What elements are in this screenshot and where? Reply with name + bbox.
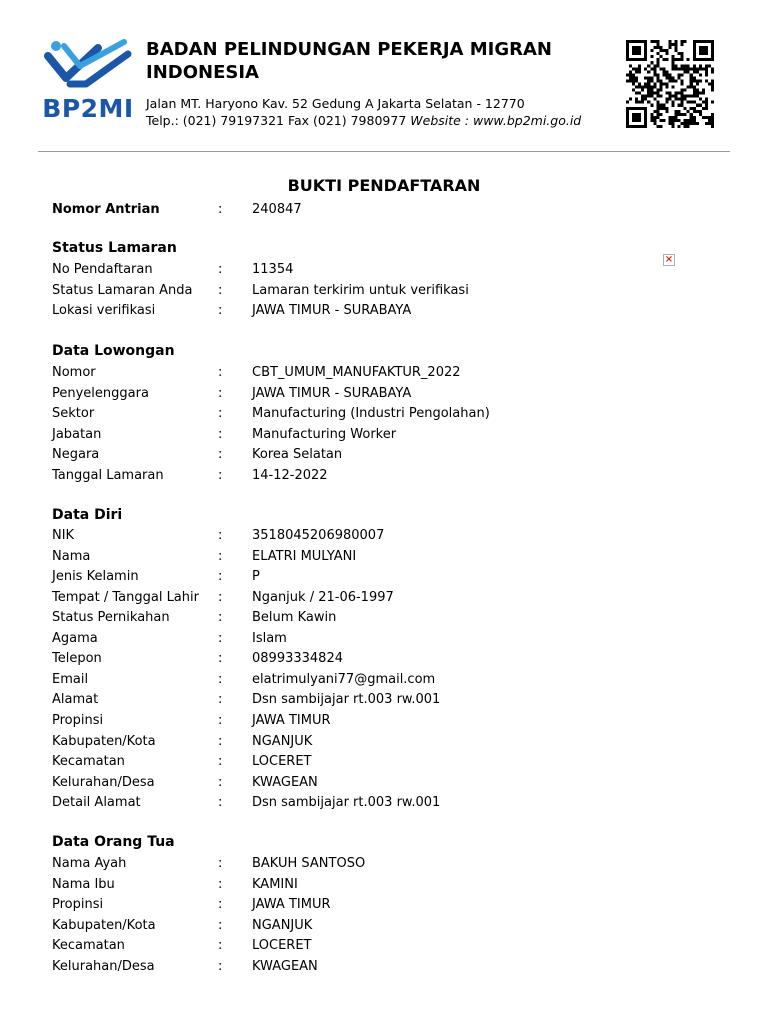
field-row: [52, 856, 652, 876]
org-name-line-1: BADAN PELINDUNGAN PEKERJA MIGRAN: [146, 39, 552, 60]
field-label: Nomor Antrian: [52, 202, 160, 217]
field-separator: :: [218, 651, 223, 666]
field-value: JAWA TIMUR - SURABAYA: [252, 303, 412, 318]
field-separator: :: [218, 918, 223, 933]
field-separator: :: [218, 959, 223, 974]
field-value: Lamaran terkirim untuk verifikasi: [252, 283, 469, 298]
field-label: Jenis Kelamin: [52, 569, 139, 584]
field-separator: :: [218, 754, 223, 769]
field-row: [52, 795, 652, 815]
field-label: Propinsi: [52, 897, 104, 912]
field-value: 14-12-2022: [252, 468, 328, 483]
field-value: 3518045206980007: [252, 528, 385, 543]
field-row: [52, 775, 652, 795]
field-row: [52, 610, 652, 630]
field-separator: :: [218, 856, 223, 871]
field-row: [52, 938, 652, 958]
logo-text: BP2MI: [42, 94, 134, 123]
field-label: Agama: [52, 631, 98, 646]
header-divider: [38, 151, 730, 152]
field-label: Sektor: [52, 406, 95, 421]
field-label: Nama: [52, 549, 91, 564]
field-value: Manufacturing (Industri Pengolahan): [252, 406, 490, 421]
field-label: Kabupaten/Kota: [52, 734, 156, 749]
field-separator: :: [218, 938, 223, 953]
field-row: [52, 528, 652, 548]
section-data-diri-title: Data Diri: [52, 507, 123, 523]
field-separator: :: [218, 202, 223, 217]
field-row: [52, 877, 652, 897]
field-value: JAWA TIMUR: [252, 897, 331, 912]
field-value: P: [252, 569, 260, 584]
field-separator: :: [218, 427, 223, 442]
section-data-lowongan-title: Data Lowongan: [52, 343, 175, 359]
field-label: Telepon: [52, 651, 102, 666]
field-label: Kecamatan: [52, 938, 125, 953]
field-row: [52, 959, 652, 979]
field-value: elatrimulyani77@gmail.com: [252, 672, 436, 687]
field-separator: :: [218, 713, 223, 728]
field-value: Dsn sambijajar rt.003 rw.001: [252, 795, 441, 810]
field-value: ELATRI MULYANI: [252, 549, 357, 564]
phone-fax: Telp.: (021) 79197321 Fax (021) 7980977: [146, 113, 407, 128]
field-row: [52, 549, 652, 569]
field-label: Detail Alamat: [52, 795, 141, 810]
field-value: 11354: [252, 262, 294, 277]
field-value: JAWA TIMUR: [252, 713, 331, 728]
field-separator: :: [218, 672, 223, 687]
field-row: [52, 734, 652, 754]
bp2mi-logo: [40, 38, 136, 128]
field-separator: :: [218, 262, 223, 277]
field-separator: :: [218, 795, 223, 810]
field-label: Kelurahan/Desa: [52, 775, 155, 790]
field-row: [52, 672, 652, 692]
field-row: [52, 262, 652, 282]
organization-name: [146, 38, 596, 84]
field-value: Korea Selatan: [252, 447, 343, 462]
field-value: Manufacturing Worker: [252, 427, 397, 442]
field-separator: :: [218, 631, 223, 646]
field-label: Penyelenggara: [52, 386, 149, 401]
field-row: [52, 303, 652, 323]
field-row: [52, 631, 652, 651]
contact-line: [146, 112, 616, 129]
field-label: Email: [52, 672, 89, 687]
field-row: [52, 713, 652, 733]
field-row: [52, 918, 652, 938]
field-value: Belum Kawin: [252, 610, 337, 625]
field-value: LOCERET: [252, 754, 312, 769]
field-row: [52, 447, 652, 467]
field-row: [52, 754, 652, 774]
field-row: [52, 468, 652, 488]
field-label: Tanggal Lamaran: [52, 468, 164, 483]
field-value: KWAGEAN: [252, 959, 318, 974]
field-value: KWAGEAN: [252, 775, 318, 790]
field-row: [52, 897, 652, 917]
field-value: BAKUH SANTOSO: [252, 856, 366, 871]
field-separator: :: [218, 569, 223, 584]
field-separator: :: [218, 447, 223, 462]
field-row: [52, 427, 652, 447]
field-label: Lokasi verifikasi: [52, 303, 156, 318]
field-separator: :: [218, 468, 223, 483]
field-label: Nama Ayah: [52, 856, 127, 871]
field-value: LOCERET: [252, 938, 312, 953]
field-value: NGANJUK: [252, 734, 313, 749]
field-label: Nama Ibu: [52, 877, 115, 892]
field-row: [52, 692, 652, 712]
queue-number-row: [52, 202, 652, 222]
field-value: Dsn sambijajar rt.003 rw.001: [252, 692, 441, 707]
field-value: NGANJUK: [252, 918, 313, 933]
field-label: Nomor: [52, 365, 96, 380]
field-value: KAMINI: [252, 877, 298, 892]
field-label: Jabatan: [52, 427, 102, 442]
field-row: [52, 651, 652, 671]
field-value: Islam: [252, 631, 287, 646]
field-value: Nganjuk / 21-06-1997: [252, 590, 394, 605]
field-separator: :: [218, 692, 223, 707]
field-separator: :: [218, 528, 223, 543]
website: Website : www.bp2mi.go.id: [410, 113, 582, 128]
field-value: 240847: [252, 202, 302, 217]
organization-address: [146, 95, 616, 129]
section-data-orang-tua-title: Data Orang Tua: [52, 834, 175, 850]
section-status-lamaran-title: Status Lamaran: [52, 240, 177, 256]
field-separator: :: [218, 897, 223, 912]
field-separator: :: [218, 303, 223, 318]
field-row: [52, 569, 652, 589]
document-title: BUKTI PENDAFTARAN: [287, 176, 481, 195]
field-separator: :: [218, 734, 223, 749]
field-label: Status Lamaran Anda: [52, 283, 193, 298]
field-row: [52, 365, 652, 385]
logo-emblem-icon: [40, 38, 136, 96]
field-label: NIK: [52, 528, 75, 543]
field-row: [52, 283, 652, 303]
field-separator: :: [218, 365, 223, 380]
field-label: Tempat / Tanggal Lahir: [52, 590, 199, 605]
field-separator: :: [218, 775, 223, 790]
qr-code-icon: [626, 40, 714, 128]
field-label: Alamat: [52, 692, 99, 707]
field-value: 08993334824: [252, 651, 343, 666]
field-separator: :: [218, 549, 223, 564]
field-separator: :: [218, 877, 223, 892]
org-name-line-2: INDONESIA: [146, 62, 259, 83]
field-value: CBT_UMUM_MANUFAKTUR_2022: [252, 365, 461, 380]
letterhead: [0, 0, 768, 150]
field-separator: :: [218, 610, 223, 625]
broken-image-icon: ×: [664, 254, 674, 265]
field-label: Propinsi: [52, 713, 104, 728]
field-separator: :: [218, 590, 223, 605]
field-separator: :: [218, 283, 223, 298]
field-label: No Pendaftaran: [52, 262, 153, 277]
street-address: Jalan MT. Haryono Kav. 52 Gedung A Jakarta Selatan - 12770: [146, 96, 525, 111]
field-label: Kelurahan/Desa: [52, 959, 155, 974]
field-label: Status Pernikahan: [52, 610, 170, 625]
field-row: [52, 386, 652, 406]
field-row: [52, 406, 652, 426]
field-label: Kabupaten/Kota: [52, 918, 156, 933]
field-label: Kecamatan: [52, 754, 125, 769]
field-separator: :: [218, 406, 223, 421]
field-label: Negara: [52, 447, 100, 462]
field-value: JAWA TIMUR - SURABAYA: [252, 386, 412, 401]
field-separator: :: [218, 386, 223, 401]
field-row: [52, 590, 652, 610]
